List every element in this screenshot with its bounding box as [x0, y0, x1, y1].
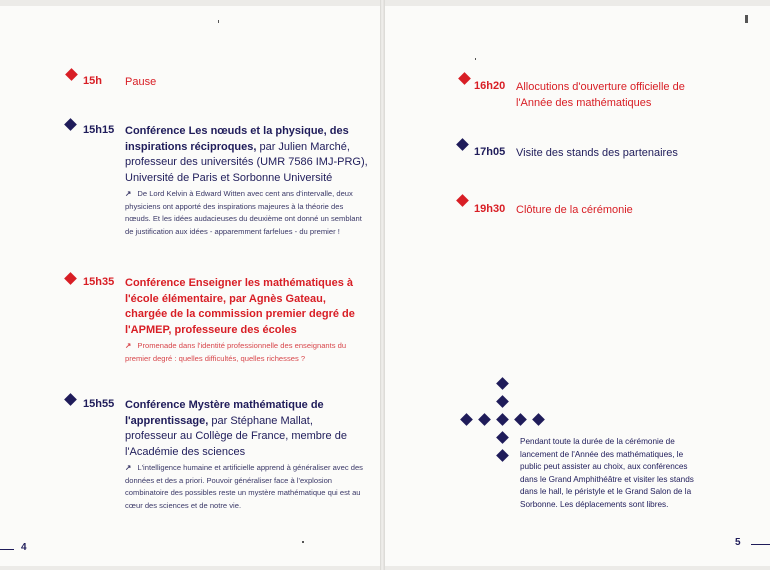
event-description: [125, 462, 370, 512]
print-speck: [745, 15, 748, 23]
diamond-icon: [478, 413, 491, 426]
arrow-up-right-icon: ↗: [125, 189, 132, 198]
red-diamond-icon: [456, 194, 469, 207]
diamond-icon: [496, 377, 509, 390]
page-number-rule: [751, 544, 770, 545]
speaker-details: par Stéphane Mallat, professeur au Collège de France, membre de l'Académie des sciences: [125, 414, 347, 458]
diamond-icon: [496, 431, 509, 444]
event-time: 16h20: [474, 80, 506, 92]
arrow-up-right-icon: ↗: [125, 341, 132, 350]
event-time: 15h15: [83, 124, 115, 136]
conference-title: Conférence Mystère mathématique de l'apprentissage,: [125, 399, 324, 427]
print-speck: [475, 58, 476, 60]
description-text: Promenade dans l'identité professionnelle des enseignants du premier degré : quelles difficultés, quelles richesses ?: [125, 341, 347, 363]
speaker-details: par Julien Marché, professeur des universités (UMR 7586 IMJ-PRG), Université de Paris et Sorbonne Université: [125, 140, 368, 184]
event-description: [125, 188, 370, 238]
diamond-icon: [496, 395, 509, 408]
event-title: [125, 124, 370, 186]
diamond-icon: [532, 413, 545, 426]
right-page: [385, 6, 770, 566]
event-time: 15h35: [83, 276, 115, 288]
info-note: Pendant toute la durée de la cérémonie de lancement de l'Année des mathématiques, le public peut assister au choix, aux conférences dans le Grand Amphithéâtre et visiter les stands dans le hall, le péristyle et le Grand Salon de la Sorbonne. Les déplacements sont libres.: [520, 437, 694, 509]
diamond-icon: [514, 413, 527, 426]
navy-diamond-icon: [64, 393, 77, 406]
conference-title: Conférence Les nœuds et la physique, des inspirations réciproques,: [125, 125, 349, 153]
diamond-icon: [496, 449, 509, 462]
event-title: Visite des stands des partenaires: [516, 147, 678, 159]
event-time: 15h55: [83, 398, 115, 410]
event-description: [125, 340, 370, 365]
conference-title: Conférence Enseigner les mathématiques à l'école élémentaire,: [125, 277, 354, 305]
event-title: Pause: [125, 76, 157, 88]
event-title: Clôture de la cérémonie: [516, 204, 633, 216]
diamond-icon: [460, 413, 473, 426]
page-number-rule: [0, 549, 14, 550]
navy-diamond-icon: [64, 118, 77, 131]
navy-diamond-icon: [456, 138, 469, 151]
event-time: 19h30: [474, 203, 506, 215]
event-title: [125, 398, 365, 460]
page-number: 4: [21, 542, 27, 553]
print-speck: [218, 20, 219, 23]
diamond-icon: [496, 413, 509, 426]
print-speck: [302, 541, 304, 543]
left-page: [0, 6, 380, 566]
red-diamond-icon: [65, 68, 78, 81]
event-time: 15h: [83, 75, 102, 87]
speaker-details: par Agnès Gateau, chargée de la commission premier degré de l'APMEP, professeure des écoles: [125, 292, 355, 336]
event-time: 17h05: [474, 146, 506, 158]
red-diamond-icon: [64, 272, 77, 285]
red-diamond-icon: [458, 72, 471, 85]
description-text: De Lord Kelvin à Edward Witten avec cent ans d'intervalle, deux physiciens ont apporté des inspirations majeures à la théorie des nœuds. Et les idées audacieuses du deuxième ont donné un semblant de justification aux idées - apparemment farfelues - du premier !: [125, 189, 362, 236]
page-number: 5: [735, 537, 741, 548]
arrow-up-right-icon: ↗: [125, 463, 132, 472]
event-title: Allocutions d'ouverture officielle de l'Année des mathématiques: [516, 81, 685, 109]
event-title: [125, 276, 360, 338]
description-text: L'intelligence humaine et artificielle apprend à généraliser avec des données et des a priori. Pouvoir généraliser face à l'explosion combinatoire des possibles reste un mystère mathématique qui est au cœur des sciences et de notre vie.: [125, 463, 363, 510]
